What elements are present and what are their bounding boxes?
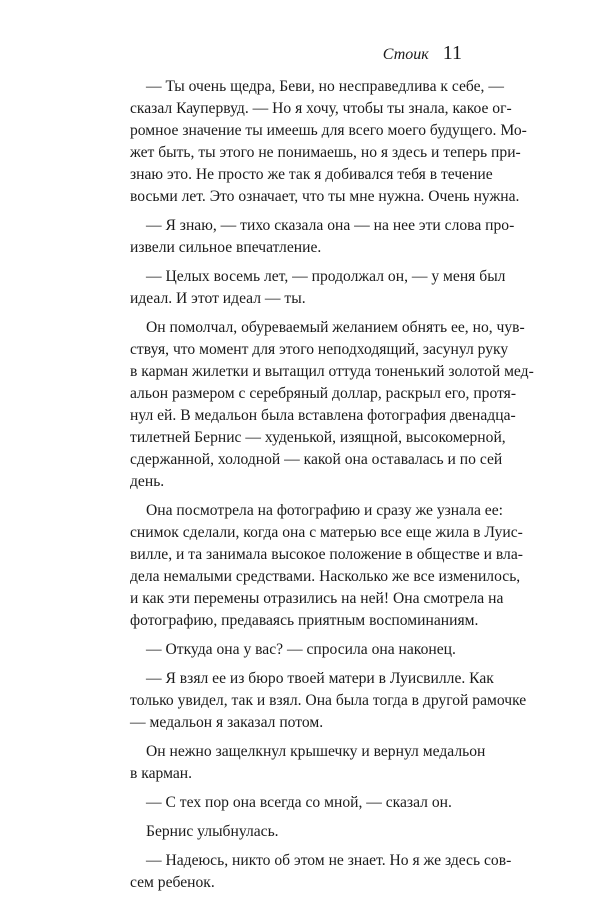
text-line: Бернис улыбнулась.	[146, 823, 279, 840]
text-line: сдержанной, холодной — какой она оставалась и по сей	[130, 451, 503, 468]
paragraph	[130, 500, 523, 632]
text-line: сем ребенок.	[130, 874, 215, 891]
text-line: ствуя, что момент для этого неподходящий, засунул руку	[130, 341, 509, 358]
text-line: извели сильное впечатление.	[130, 239, 322, 256]
paragraph	[130, 821, 466, 843]
text-line: вилле, и та занимала высокое положение в обществе и вла-	[130, 546, 523, 563]
text-line: — С тех пор она всегда со мной, — сказал он.	[146, 794, 452, 811]
text-line: и как эти перемены отразились на ней! Она смотрела на	[130, 590, 504, 607]
text-line: Он помолчал, обуреваемый желанием обнять ее, но, чув-	[146, 319, 525, 336]
text-line: альон размером с серебряный доллар, раскрыл его, протя-	[130, 385, 517, 402]
text-line: — Целых восемь лет, — продолжал он, — у меня был	[146, 268, 506, 285]
text-line: — медальон я заказал потом.	[130, 714, 324, 731]
paragraph	[130, 215, 515, 259]
text-line: дела немалыми средствами. Насколько же все изменилось,	[130, 568, 521, 585]
paragraph	[130, 792, 466, 814]
text-line: — Ты очень щедра, Беви, но несправедлива к себе, —	[146, 78, 504, 95]
text-line: — Я взял ее из бюро твоей матери в Луисвилле. Как	[146, 670, 494, 687]
text-line: тилетней Бернис — худенькой, изящной, высокомерной,	[130, 429, 506, 446]
text-line: нул ей. В медальон была вставлена фотография двенадца-	[130, 407, 516, 424]
paragraph	[130, 639, 466, 661]
paragraph	[130, 76, 527, 208]
paragraph	[130, 317, 534, 493]
text-line: Он нежно защелкнул крышечку и вернул медальон	[146, 743, 486, 760]
text-line: — Откуда она у вас? — спросила она наконец.	[146, 641, 456, 658]
text-line: день.	[130, 473, 165, 490]
paragraph	[130, 850, 512, 894]
text-line: — Я знаю, — тихо сказала она — на нее эти слова про-	[146, 217, 515, 234]
body-text	[130, 76, 534, 901]
text-line: знаю это. Не просто же так я добивался тебя в течение	[130, 166, 493, 183]
text-line: идеал. И этот идеал — ты.	[130, 290, 306, 307]
text-line: фотографию, предаваясь приятным воспоминаниям.	[130, 612, 479, 629]
text-line: жет быть, ты этого не понимаешь, но я здесь и теперь при-	[130, 144, 521, 161]
text-line: восьми лет. Это означает, что ты мне нужна. Очень нужна.	[130, 188, 520, 205]
text-line: ромное значение ты имеешь для всего моего будущего. Мо-	[130, 122, 527, 139]
text-line: — Надеюсь, никто об этом не знает. Но я же здесь сов-	[146, 852, 512, 869]
paragraph	[130, 266, 506, 310]
running-title: Стоик	[382, 46, 429, 63]
page-number: 11	[442, 42, 462, 64]
paragraph	[130, 668, 527, 734]
page-header	[383, 42, 462, 68]
text-line: только увидел, так и взял. Она была тогда в другой рамочке	[130, 692, 527, 709]
text-line: сказал Каупервуд. — Но я хочу, чтобы ты знала, какое ог-	[130, 100, 512, 117]
text-line: Она посмотрела на фотографию и сразу же узнала ее:	[146, 502, 503, 519]
text-line: снимок сделали, когда она с матерью все еще жила в Луис-	[130, 524, 523, 541]
text-line: в карман жилетки и вытащил оттуда тоненький золотой мед-	[130, 363, 534, 380]
paragraph	[130, 741, 486, 785]
text-line: в карман.	[130, 765, 193, 782]
